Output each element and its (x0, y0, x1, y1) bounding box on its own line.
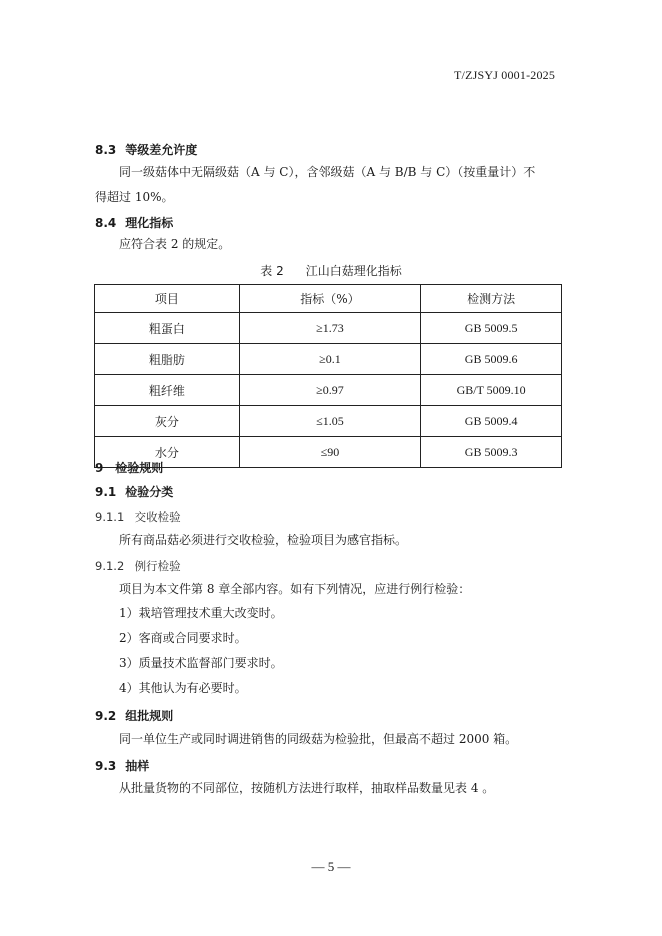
table-row (95, 375, 562, 406)
table-2-caption (0, 262, 662, 279)
cell-item: 粗纤维 (95, 375, 240, 406)
section-number: 8.4 (95, 216, 117, 230)
cell-indicator: ≤1.05 (239, 406, 421, 437)
section-number: 9.1.1 (95, 510, 125, 524)
section-9-1-2-heading (95, 558, 181, 574)
cell-method: GB/T 5009.10 (421, 375, 562, 406)
cell-item: 水分 (95, 437, 240, 468)
section-9-3-heading (95, 757, 149, 774)
section-9-2-text: 同一单位生产或同时调进销售的同级菇为检验批，但最高不超过 2000 箱。 (119, 732, 518, 746)
section-9-1-heading (95, 483, 173, 500)
section-8-4-text: 应符合表 2 的规定。 (119, 237, 231, 251)
section-title: 组批规则 (125, 709, 174, 723)
header-indicator: 指标（%） (239, 285, 421, 313)
cell-method: GB 5009.3 (421, 437, 562, 468)
section-9-1-1-text: 所有商品菇必须进行交收检验，检验项目为感官指标。 (119, 533, 408, 547)
section-9-1-2-text: 项目为本文件第 8 章全部内容。如有下列情况，应进行例行检验： (119, 582, 471, 596)
cell-indicator: ≥1.73 (239, 313, 421, 344)
list-item: 4）其他认为有必要时。 (119, 681, 247, 695)
section-title: 例行检验 (134, 559, 181, 573)
section-number: 9 (95, 461, 104, 475)
cell-indicator: ≤90 (239, 437, 421, 468)
page-number: — 5 — (311, 859, 351, 874)
section-9-2-heading (95, 707, 173, 724)
section-number: 9.2 (95, 709, 117, 723)
table-caption-title: 江山白菇理化指标 (305, 264, 402, 278)
table-row (95, 437, 562, 468)
section-title: 抽样 (125, 759, 150, 773)
table-row (95, 313, 562, 344)
cell-indicator: ≥0.1 (239, 344, 421, 375)
section-9-1-1-heading (95, 509, 181, 525)
cell-indicator: ≥0.97 (239, 375, 421, 406)
cell-method: GB 5009.6 (421, 344, 562, 375)
cell-item: 灰分 (95, 406, 240, 437)
section-title: 等级差允许度 (125, 143, 198, 157)
table-header-row (95, 285, 562, 313)
table-row (95, 406, 562, 437)
header-method: 检测方法 (421, 285, 562, 313)
section-9-3-text: 从批量货物的不同部位，按随机方法进行取样，抽取样品数量见表 4 。 (119, 781, 495, 795)
list-item: 1）栽培管理技术重大改变时。 (119, 606, 283, 620)
standard-code: T/ZJSYJ 0001-2025 (454, 68, 556, 82)
section-number: 8.3 (95, 143, 117, 157)
section-number: 9.3 (95, 759, 117, 773)
physicochemical-table (94, 284, 562, 468)
section-8-4-heading (95, 214, 173, 231)
cell-item: 粗蛋白 (95, 313, 240, 344)
section-title: 检验规则 (115, 461, 164, 475)
cell-method: GB 5009.4 (421, 406, 562, 437)
table-caption-label: 表 2 (260, 264, 284, 278)
section-number: 9.1.2 (95, 559, 125, 573)
section-8-3-heading (95, 141, 197, 158)
section-number: 9.1 (95, 485, 117, 499)
list-item: 3）质量技术监督部门要求时。 (119, 656, 283, 670)
cell-method: GB 5009.5 (421, 313, 562, 344)
section-title: 交收检验 (134, 510, 181, 524)
section-9-heading (95, 459, 163, 476)
table-row (95, 344, 562, 375)
list-item: 2）客商或合同要求时。 (119, 631, 247, 645)
section-8-3-text-line1: 同一级菇体中无隔级菇（A 与 C），含邻级菇（A 与 B/B 与 C）（按重量计）不 (119, 165, 536, 179)
section-title: 检验分类 (125, 485, 174, 499)
section-8-3-text-line2: 得超过 10%。 (95, 190, 174, 204)
header-item: 项目 (95, 285, 240, 313)
cell-item: 粗脂肪 (95, 344, 240, 375)
section-title: 理化指标 (125, 216, 174, 230)
